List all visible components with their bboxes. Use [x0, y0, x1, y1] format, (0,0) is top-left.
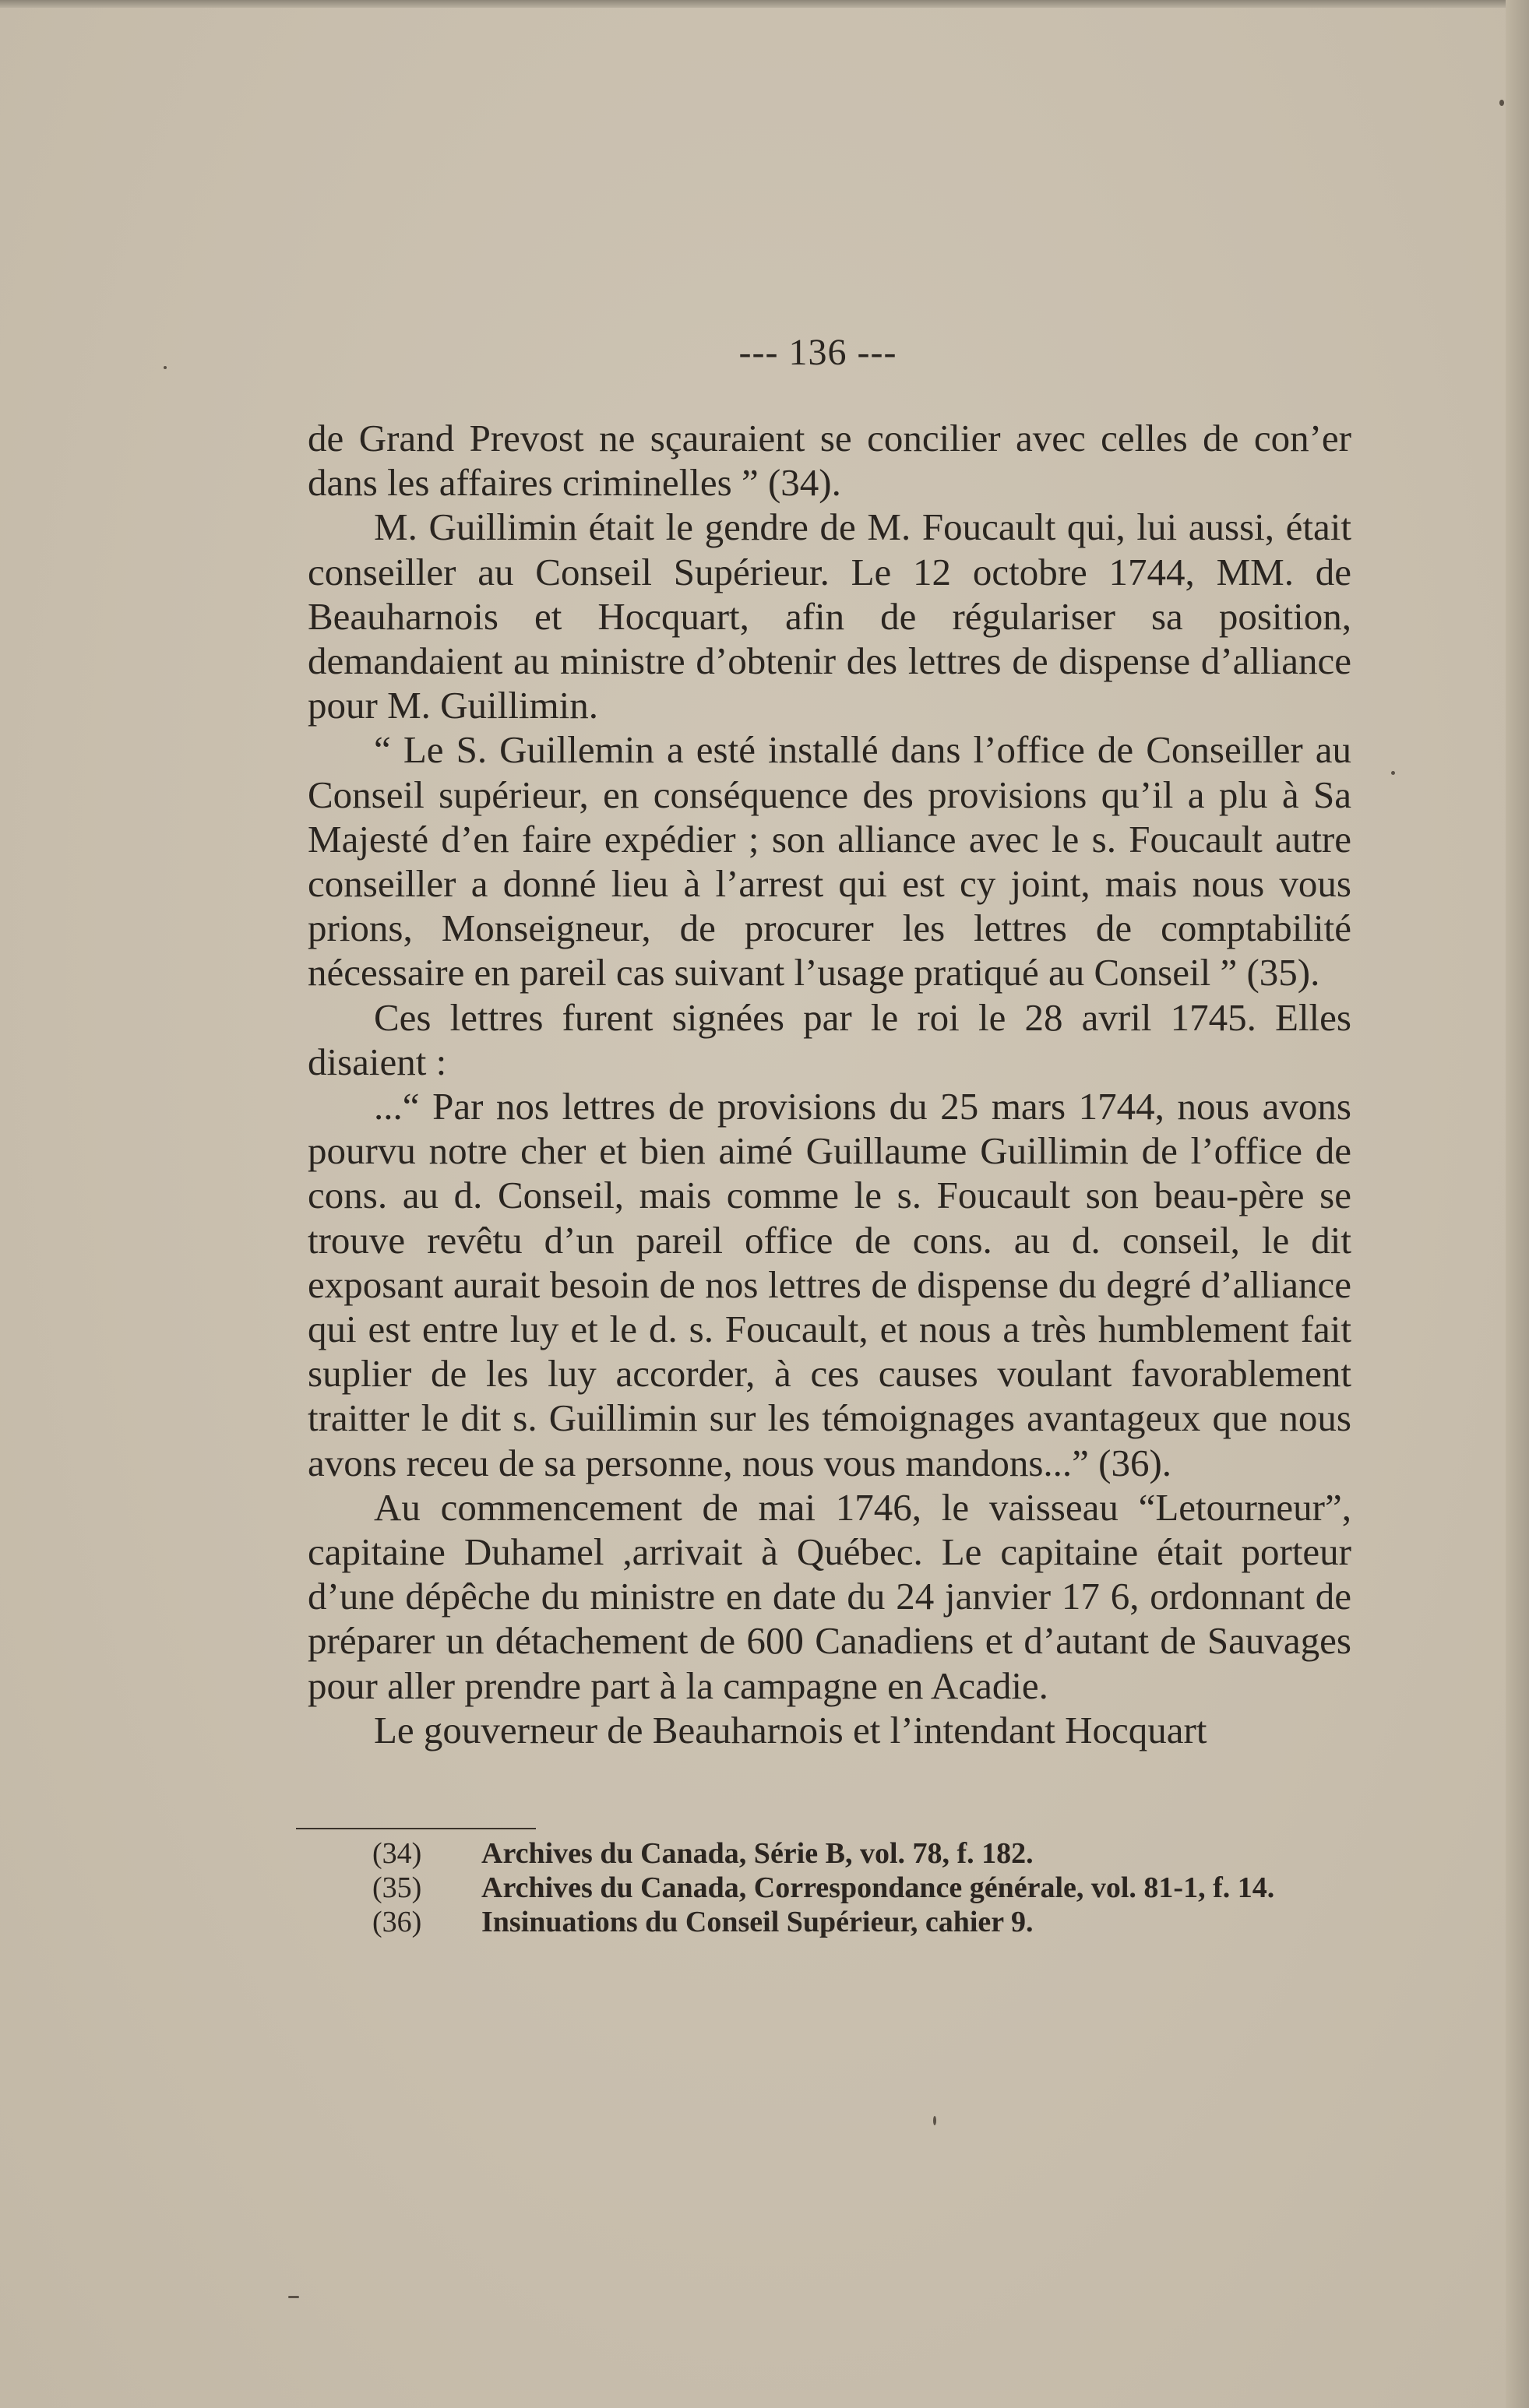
- footnote: [372, 1836, 1385, 1871]
- speck: [933, 2116, 936, 2125]
- paragraph: ...“ Par nos lettres de provisions du 25 mars 1744, nous avons pourvu notre cher et bien aimé Guillaume Guillimin de l’office de cons. au d. Conseil, mais comme le s. Foucault son beau-père se trouve revêtu d’un pareil office de cons. au d. conseil, le dit exposant aurait besoin de nos lettres de dispense du degré d’alliance qui est entre luy et le d. s. Foucault, et nous a très humblement fait suplier de les luy accorder, à ces causes voulant favorablement traitter le dit s. Guillimin sur les témoignages avantageux que nous avons receu de sa personne, nous vous mandons...” (36).: [308, 1085, 1351, 1484]
- paragraph: Ces lettres furent signées par le roi le 28 avril 1745. Elles disaient :: [308, 995, 1351, 1083]
- footnote-text: Archives du Canada, Série B, vol. 78, f. 182.: [481, 1837, 1034, 1870]
- body-text: [308, 416, 1351, 1752]
- paragraph: Le gouverneur de Beauharnois et l’intendant Hocquart: [374, 1708, 1207, 1751]
- footnote: [372, 1905, 1385, 1939]
- speck: [288, 2296, 299, 2298]
- paragraph: de Grand Prevost ne sçauraient se concilier avec celles de con’er dans les affaires criminelles ” (34).: [308, 417, 1351, 505]
- footnote-text: Archives du Canada, Correspondance générale, vol. 81-1, f. 14.: [481, 1871, 1275, 1904]
- top-edge: [0, 0, 1529, 8]
- footnote-number: (35): [372, 1871, 422, 1904]
- footnote: [372, 1871, 1385, 1905]
- paragraph: M. Guillimin était le gendre de M. Foucault qui, lui aussi, était conseiller au Conseil Supérieur. Le 12 octobre 1744, MM. de Beauharnois et Hocquart, afin de régulariser sa position, demandaient au ministre d’obtenir des lettres de dispense d’alliance pour M. Guillimin.: [308, 505, 1351, 727]
- footnote-divider: [296, 1828, 536, 1829]
- footnote-number: (34): [372, 1837, 422, 1870]
- paragraph: “ Le S. Guillemin a esté installé dans l’office de Conseiller au Conseil supérieur, en conséquence des provisions qu’il a plu à Sa Majesté d’en faire expédier ; son alliance avec le s. Foucault autre conseiller a donné lieu à l’arrest qui est cy joint, mais nous vous prions, Monseigneur, de procurer les lettres de comptabilité nécessaire en pareil cas suivant l’usage pratiqué au Conseil ” (35).: [308, 728, 1351, 995]
- footnotes: [372, 1836, 1385, 1939]
- page-number: --- 136 ---: [738, 332, 897, 373]
- footnote-text: Insinuations du Conseil Supérieur, cahier 9.: [481, 1906, 1034, 1938]
- footnote-number: (36): [372, 1906, 422, 1938]
- paragraph: Au commencement de mai 1746, le vaisseau “Letourneur”, capitaine Duhamel ,arrivait à Québec. Le capitaine était porteur d’une dépêche du ministre en date du 24 janvier 17 6, ordonnant de préparer un détachement de 600 Canadiens et d’autant de Sauvages pour aller prendre part à la campagne en Acadie.: [308, 1485, 1351, 1707]
- speck: [1391, 771, 1395, 775]
- speck: [1499, 100, 1504, 106]
